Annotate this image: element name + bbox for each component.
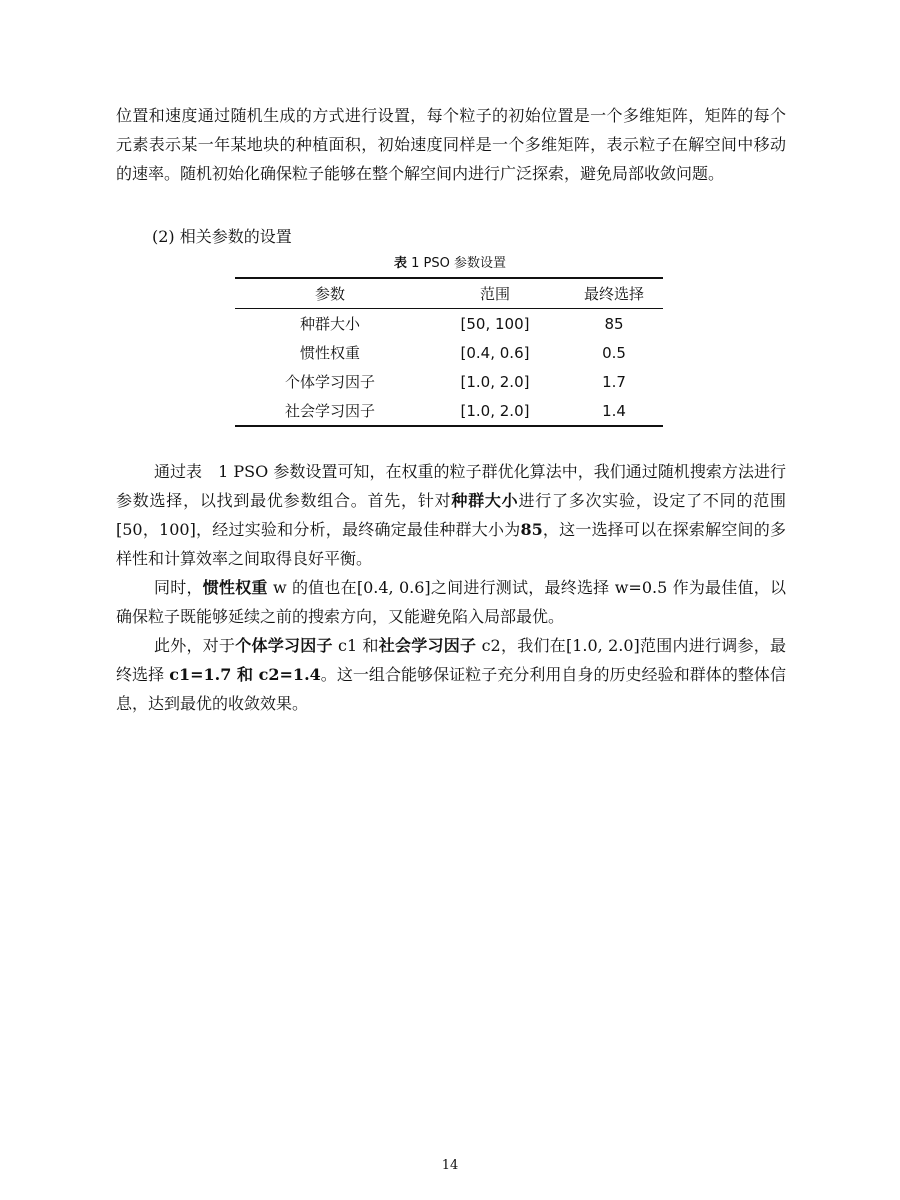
intro-paragraph: 位置和速度通过随机生成的方式进行设置，每个粒子的初始位置是一个多维矩阵，矩阵的每个元素表示某一年某地块的种植面积，初始速度同样是一个多维矩阵，表示粒子在解空间中移动的速率。随机初始化确保粒子能够在整个解空间内进行广泛探索，避免局部收敛问题。	[116, 106, 786, 183]
cell-range: [50, 100]	[460, 314, 530, 333]
p1-text-c: 进行了多次实验，设定了不同的范围[50，100]，经过实验和分析，最终确定最佳种群大小为	[116, 491, 786, 539]
table-row	[235, 367, 663, 396]
p3-text-a: 此外，对于	[154, 636, 236, 655]
table-caption-label: 表	[393, 256, 407, 271]
cell-parameter: 种群大小	[299, 315, 360, 333]
p2-text-a: 同时，	[154, 578, 203, 597]
cell-final-choice: 0.5	[602, 343, 626, 362]
p3-text-g: 。这一组合能够保证粒子充分利用自身的历史经验和群体的整体信息，达到最优的收敛效果。	[116, 665, 786, 713]
table-header-row	[235, 278, 663, 309]
p3-text-c: c1 和	[332, 636, 379, 655]
header-final-choice: 最终选择	[583, 285, 644, 303]
cell-range: [1.0, 2.0]	[460, 372, 530, 391]
p1-bold-population-size: 种群大小	[451, 491, 519, 510]
cell-final-choice: 1.4	[602, 401, 626, 420]
table-caption-text: 1 PSO 参数设置	[411, 256, 507, 271]
cell-final-choice: 1.7	[602, 372, 626, 391]
table-caption	[0, 252, 900, 271]
pso-parameter-table	[235, 277, 663, 427]
table-row	[235, 396, 663, 426]
cell-range: [1.0, 2.0]	[460, 401, 530, 420]
p3-bold-final-values: c1=1.7 和 c2=1.4	[169, 665, 321, 684]
cell-parameter: 社会学习因子	[284, 402, 375, 420]
p2-bold-inertia-weight: 惯性权重	[202, 578, 268, 597]
p3-text-e: c2，我们在[1.0, 2.0]范围内进行调参，最终选择	[116, 636, 786, 684]
header-parameter: 参数	[314, 285, 345, 303]
cell-final-choice: 85	[604, 314, 624, 333]
header-range: 范围	[479, 285, 510, 303]
p1-bold-85: 85	[520, 520, 543, 539]
p3-bold-social-factor: 社会学习因子	[378, 636, 477, 655]
page-number: 14	[441, 1158, 459, 1173]
table-row	[235, 309, 663, 339]
p1-text-e: ，这一选择可以在探索解空间的多样性和计算效率之间取得良好平衡。	[116, 520, 786, 568]
p1-text-a: 通过表 1 PSO 参数设置可知，在权重的粒子群优化算法中，我们通过随机搜索方法进行参数选择，以找到最优参数组合。首先，针对	[116, 462, 786, 510]
paragraph-population-size	[116, 457, 786, 573]
paragraph-inertia-weight	[116, 573, 786, 631]
p3-bold-individual-factor: 个体学习因子	[235, 636, 333, 655]
cell-range: [0.4, 0.6]	[460, 343, 530, 362]
cell-parameter: 惯性权重	[299, 344, 360, 362]
p2-text-c: w 的值也在[0.4, 0.6]之间进行测试，最终选择 w=0.5 作为最佳值，以确保粒子既能够延续之前的搜索方向，又能避免陷入局部最优。	[116, 578, 786, 626]
table-row	[235, 338, 663, 367]
cell-parameter: 个体学习因子	[284, 373, 375, 391]
list-item-parameter-settings: (2) 相关参数的设置	[152, 227, 292, 246]
paragraph-learning-factors	[116, 631, 786, 718]
